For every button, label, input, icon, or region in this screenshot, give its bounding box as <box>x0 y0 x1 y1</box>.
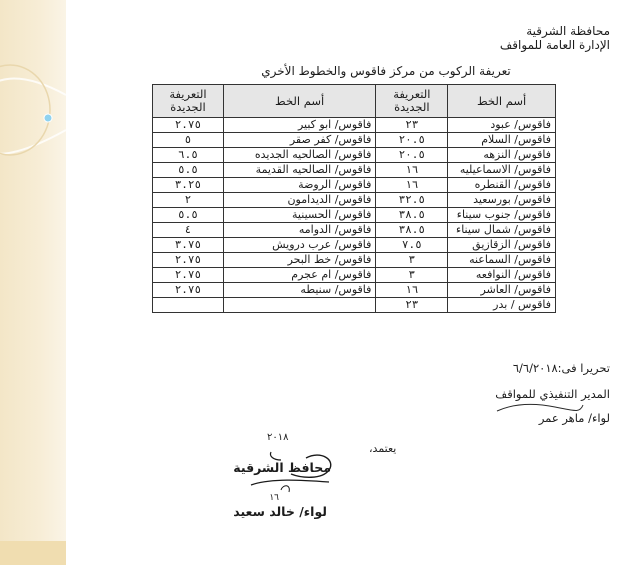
cell-fare-right: ٣٢.٥ <box>376 193 448 208</box>
table-row <box>153 253 556 268</box>
cell-line-right: فاقوس/ الزقازيق <box>448 238 556 253</box>
cell-fare-right: ١٦ <box>376 178 448 193</box>
cell-fare-right: ٣ <box>376 253 448 268</box>
cell-fare-right: ٣٨.٥ <box>376 223 448 238</box>
cell-line-left: فاقوس/ الديدامون <box>223 193 376 208</box>
table-row <box>153 133 556 148</box>
governor-block <box>211 430 351 525</box>
governor-name: لواء/ خالد سعيد <box>233 504 327 519</box>
column-header-line-left: أسم الخط <box>223 85 376 118</box>
table-row <box>153 298 556 313</box>
table-row <box>153 163 556 178</box>
table-row <box>153 208 556 223</box>
cell-fare-left: ٢ <box>153 193 224 208</box>
decorative-swirl-icon <box>0 0 66 565</box>
approval-label: يعتمد، <box>369 442 397 455</box>
director-signature-icon <box>495 401 585 415</box>
cell-fare-right: ١٦ <box>376 283 448 298</box>
cell-fare-left: ٢.٧٥ <box>153 253 224 268</box>
cell-line-right: فاقوس/ الاسماعيليه <box>448 163 556 178</box>
table-row <box>153 268 556 283</box>
department-name: الإدارة العامة للمواقف <box>499 38 610 52</box>
cell-line-left: فاقوس/ ابو كبير <box>223 118 376 133</box>
document-page <box>66 0 640 565</box>
table-row <box>153 118 556 133</box>
governorate-name: محافظة الشرقية <box>526 24 610 38</box>
letterhead <box>500 24 610 52</box>
cell-line-left: فاقوس/ خط البحر <box>223 253 376 268</box>
cell-line-right: فاقوس/ جنوب سيناء <box>448 208 556 223</box>
director-name: لواء/ ماهر عمر <box>538 411 610 425</box>
fare-table-body <box>153 118 556 313</box>
director-block <box>495 387 610 425</box>
cell-line-left: فاقوس/ الحسينية <box>223 208 376 223</box>
cell-fare-left: ٥.٥ <box>153 208 224 223</box>
cell-fare-right: ٢٣ <box>376 118 448 133</box>
cell-fare-left: ٢.٧٥ <box>153 268 224 283</box>
column-header-fare-right: التعريفة الجديدة <box>376 85 448 118</box>
cell-fare-right: ٢٠.٥ <box>376 148 448 163</box>
table-row <box>153 283 556 298</box>
cell-line-right: فاقوس/ النزهه <box>448 148 556 163</box>
column-header-line-right: أسم الخط <box>448 85 556 118</box>
table-row <box>153 148 556 163</box>
cell-fare-left: ٣.٢٥ <box>153 178 224 193</box>
cell-line-right: فاقوس/ السماعنه <box>448 253 556 268</box>
svg-text:١٦: ١٦ <box>269 493 279 503</box>
sidebar-bottom-strip <box>0 541 66 565</box>
cell-fare-left: ٢.٧٥ <box>153 118 224 133</box>
table-row <box>153 223 556 238</box>
governor-signature-date: ٢٠١٨ <box>267 432 289 443</box>
director-title: المدير التنفيذي للمواقف <box>495 387 610 401</box>
table-header-row <box>153 85 556 118</box>
table-row <box>153 238 556 253</box>
cell-fare-right: ٣٨.٥ <box>376 208 448 223</box>
column-header-fare-left: التعريفة الجديدة <box>153 85 224 118</box>
cell-line-right: فاقوس/ شمال سيناء <box>448 223 556 238</box>
cell-fare-left: ٥ <box>153 133 224 148</box>
cell-line-left: فاقوس/ الصالحيه القديمة <box>223 163 376 178</box>
cell-line-left <box>223 298 376 313</box>
cell-line-right: فاقوس / بدر <box>448 298 556 313</box>
table-title: تعريفة الركوب من مركز فاقوس والخطوط الأخري <box>261 64 511 78</box>
cell-fare-left: ٥.٥ <box>153 163 224 178</box>
cell-fare-left <box>153 298 224 313</box>
cell-line-left: فاقوس/ الروضة <box>223 178 376 193</box>
cell-fare-left: ٤ <box>153 223 224 238</box>
cell-line-left: فاقوس/ سنيطه <box>223 283 376 298</box>
table-row <box>153 178 556 193</box>
cell-fare-right: ٢٣ <box>376 298 448 313</box>
cell-line-left: فاقوس/ عرب درويش <box>223 238 376 253</box>
fare-table <box>152 84 556 313</box>
cell-line-right: فاقوس/ العاشر <box>448 283 556 298</box>
cell-fare-left: ٣.٧٥ <box>153 238 224 253</box>
cell-fare-left: ٢.٧٥ <box>153 283 224 298</box>
cell-line-right: فاقوس/ القنطره <box>448 178 556 193</box>
cell-fare-right: ٣ <box>376 268 448 283</box>
cell-line-right: فاقوس/ عبود <box>448 118 556 133</box>
governor-title: محافظ الشرقية <box>233 460 331 475</box>
issue-date: تحريرا فى:٦/٦/٢٠١٨ <box>512 361 610 375</box>
decorative-sidebar <box>0 0 66 565</box>
cell-fare-left: ٦.٥ <box>153 148 224 163</box>
table-row <box>153 193 556 208</box>
cell-fare-right: ١٦ <box>376 163 448 178</box>
cell-fare-right: ٢٠.٥ <box>376 133 448 148</box>
cell-line-right: فاقوس/ السلام <box>448 133 556 148</box>
cell-line-right: فاقوس/ بورسعيد <box>448 193 556 208</box>
cell-line-left: فاقوس/ الدوامه <box>223 223 376 238</box>
cell-line-right: فاقوس/ النوافعه <box>448 268 556 283</box>
cell-line-left: فاقوس/ كفر صقر <box>223 133 376 148</box>
cell-fare-right: ٧.٥ <box>376 238 448 253</box>
cell-line-left: فاقوس/ ام عجرم <box>223 268 376 283</box>
cell-line-left: فاقوس/ الصالحيه الجديده <box>223 148 376 163</box>
